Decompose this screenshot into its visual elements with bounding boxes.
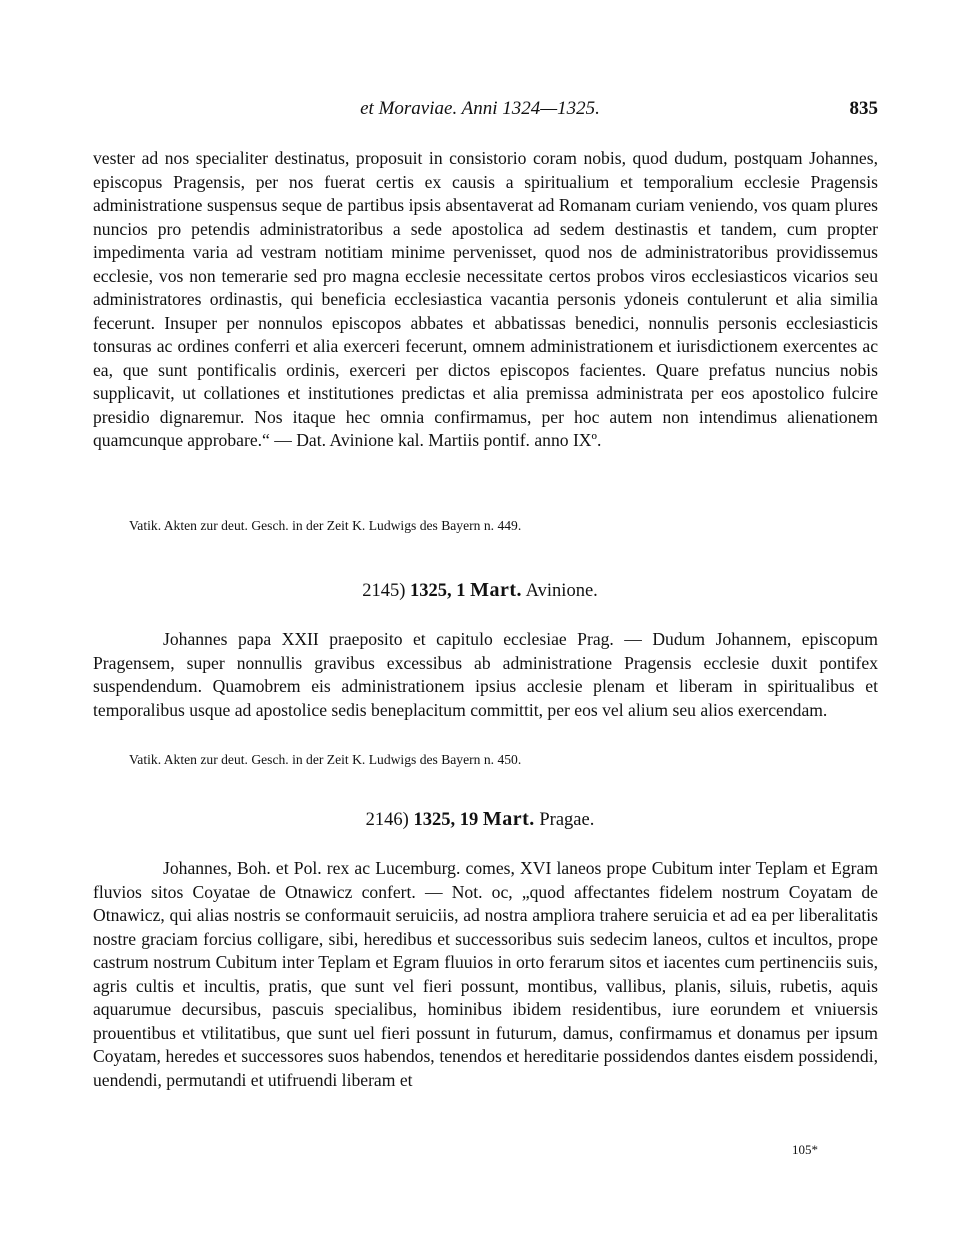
source-citation: Vatik. Akten zur deut. Gesch. in der Zeit K. Ludwigs des Bayern n. 449. <box>129 518 522 533</box>
entry-place: Pragae. <box>539 810 595 830</box>
entry-day: 1 <box>456 581 466 601</box>
entry-paragraph: Johannes, Boh. et Pol. rex ac Lucemburg. comes, XVI laneos prope Cubitum inter Teplam et Egram fluvios sitos Coyatae de Otnawicz confert. — Not. oc, „quod affectantes fidelem nostrum Coyatam de Otnawicz, qui alias nostris se conformauit seruiciis, ad nostra ampliora trahere seruicia et ad ea per liberalitatis nostre graciam forcius colligare, sibi, heredibus et successoribus suis sedecim laneos, cultos et incultos, prope castrum nostrum Cubitum inter Teplam et Egram fluuios in orto ferarum sitos et iacentes cum pertinenciis suis, agris cultis et incultis, pratis, que sunt vel fieri possunt, montibus, vallibus, planis, siluis, rubetis, aquis aquarumue decursibus, pascuis specialibus, hominibus ibidem residentibus, iure eorundem et vniuersis prouentibus et vtilitatibus, que sunt uel fieri possunt in futurum, damus, confirmamus et donamus per ipsum Coyatam, heredes et successores suos habendos, tenendos et hereditarie possidendos dantes eisdem possidendi, uendendi, permutandi et utifruendi liberam et <box>93 858 878 1090</box>
entry-year: 1325, <box>410 581 452 601</box>
continuation-paragraph: vester ad nos specialiter destinatus, proposuit in consistorio coram nobis, quod dudum, postquam Johannes, episcopus Pragensis, per nos fuerat certis ex causis a spiritualium et temporalium ecclesie Pragensis administratione suspensus seque de partibus ipsis absentaverat ad Romanam curiam veniendo, vos quam plures nuncios pro petendis administratoribus a sede apostolica ad sedem destinastis et tandem, cum propter impedimenta varia ad vestram notitiam minime pervenisset, quod nos de administratoribus providissemus ecclesie, vos non temerarie sed pro magna ecclesie necessitate certos probos viros ecclesiasticos vicarios seu administratores ordinastis, qui beneficia ecclesiastica vacantia personis ydoneis contulerunt et alia similia fecerunt. Insuper per nonnulos episcopos abbates et abbatissas benedici, nonnulis personis ecclesiasticis tonsuras ac ordines conferri et alia exerceri fecerunt, omnem administrationem et iurisdictionem exercentes ac ea, que sunt pontificalis ordinis, exerceri per dictos episcopos facientes. Quare prefatus nuncius nobis supplicavit, ut collationes et institutiones predictas et alia premissa administrata per eos apostolico fulcire presidio dignaremur. Nos itaque hec omnia confirmamus, per hoc autem non intendimus alienationem quamcunque approbare.“ — Dat. Avinione kal. Martiis pontif. anno IXº. <box>93 148 878 450</box>
running-head-title: et Moraviae. Anni 1324—1325. <box>360 98 600 119</box>
entry-paragraph: Johannes papa XXII praeposito et capitulo ecclesiae Prag. — Dudum Johannem, episcopum Pragensem, super nonnullis gravibus excessibus ab administratione Pragensis ecclesie duxit pontifex suspendendum. Quamobrem eis administrationem ipsius acclesie plenam et liberam in spiritualibus et temporalibus usque ad apostolice sedis beneplacitum committit, per eos vel alium seu alios exercendam. <box>93 629 878 720</box>
entry-month: Mart. <box>470 579 523 601</box>
entry-number: 2146) <box>365 810 409 830</box>
source-citation: Vatik. Akten zur deut. Gesch. in der Zeit K. Ludwigs des Bayern n. 450. <box>129 752 522 767</box>
signature-mark: 105* <box>792 1142 818 1157</box>
entry-number: 2145) <box>362 581 406 601</box>
entry-year: 1325, <box>413 810 456 830</box>
entry-month: Mart. <box>482 808 535 830</box>
entry-place: Avinione. <box>525 581 598 601</box>
entry-day: 19 <box>459 810 479 830</box>
page-number: 835 <box>849 98 878 119</box>
entry-heading <box>0 577 960 604</box>
entry-heading <box>0 806 960 833</box>
running-head <box>0 96 960 126</box>
